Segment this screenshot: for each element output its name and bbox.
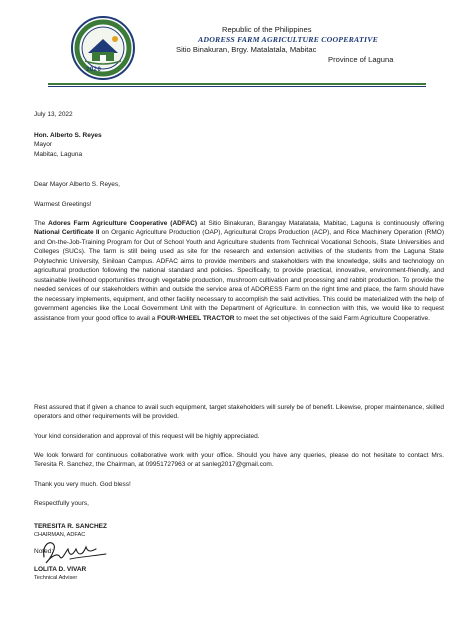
organization-name: ADORESS FARM AGRICULTURE COOPERATIVE (198, 35, 379, 44)
body-paragraph-assurance: Rest assured that if given a chance to avail such equipment, target stakeholders will surely be of benefit. Likewise, proper maintenance, skilled operators and other requirements will be provided. (34, 404, 444, 421)
signer-title: CHAIRMAN, ADFAC (34, 532, 86, 539)
body-paragraph-contact: We look forward for continuous collaborative work with your office. Should you have any queries, please do not hesitate to contact Mrs. Teresita R. Sanchez, the Chairman, at 09951727963 or at sanleg2017@gmail.com. (34, 452, 444, 469)
p1-requested-item: FOUR-WHEEL TRACTOR (157, 314, 235, 322)
adviser-title: Technical Adviser (34, 575, 78, 582)
p1-org-name: Adores Farm Agriculture Cooperative (ADFAC) (48, 220, 198, 227)
adviser-block (34, 565, 444, 584)
p1-certificate: National Certificate II (34, 229, 100, 237)
p1-text-a: The (34, 220, 49, 227)
letterhead (150, 25, 450, 65)
p1-text-c: on Organic Agriculture Production (OAP), Agricultural Crops Production (ACP), and Rice Machinery Operation (RMO) and On-the-Job-Training Program for Out of School Youth and Agriculture students from Technical Vocational Schools, State Universities and Colleges (SUCs). The farm is still being used as site for the research and extension activities of the students from the Laguna State Polytechnic University, Siniloan Campus. ADFAC aims to provide members and stakeholders with the knowledge, skills and technology on agricultural production following the national standard and policies. Specifically, to provide practical, innovative, environment-friendly, and sustainable livelihood opportunities through vegetable production, mushroom cultivation and processing and rabbit production. To provide the needed services of our stakeholders within and outside the service area of ADORESS Farm on the right time and place, the farm should have the necessary implements, equipment, and other facility necessary to accomplish the said activities. This could be materialized with the help of government agencies like the Local Government Unit with the Department of Agriculture. In connection with this, we would like to request assistance from your good office to avail a (34, 229, 444, 322)
closing-line: Respectfully yours, (34, 500, 89, 507)
republic-line: Republic of the Philippines (222, 25, 312, 34)
p1-text-b: at Sitio Binakuran, Barangay Matalatala, Mabitac, Laguna is continuously offering (197, 220, 445, 227)
thanks-line: Thank you very much. God bless! (34, 481, 131, 488)
recipient-block (34, 131, 444, 159)
body-paragraph-consideration: Your kind consideration and approval of this request will be highly appreciated. (34, 433, 260, 440)
recipient-name: Hon. Alberto S. Reyes (34, 132, 102, 139)
cooperative-logo-seal (70, 15, 136, 81)
body-paragraph-main (34, 219, 444, 323)
handwritten-signature (36, 535, 114, 569)
province-line: Province of Laguna (328, 55, 394, 64)
greeting: Warmest Greetings! (34, 201, 92, 208)
p1-text-d: to meet the set objectives of the said Farm Agriculture Cooperative. (234, 314, 430, 322)
logo-year: 2020 (86, 67, 102, 73)
letter-date: July 13, 2022 (34, 111, 73, 118)
adviser-name: LOLITA D. VIVAR (34, 566, 87, 573)
letterhead-divider-thin (48, 86, 426, 87)
salutation: Dear Mayor Alberto S. Reyes, (34, 181, 120, 188)
recipient-title: Mayor (34, 141, 53, 149)
signer-name: TERESITA R. SANCHEZ (34, 523, 107, 530)
recipient-place: Mabitac, Laguna (34, 150, 83, 158)
letterhead-divider (48, 83, 426, 85)
address-line: Sitio Binakuran, Brgy. Matalatala, Mabitac (176, 45, 317, 54)
noted-label: Noted: (34, 548, 54, 555)
